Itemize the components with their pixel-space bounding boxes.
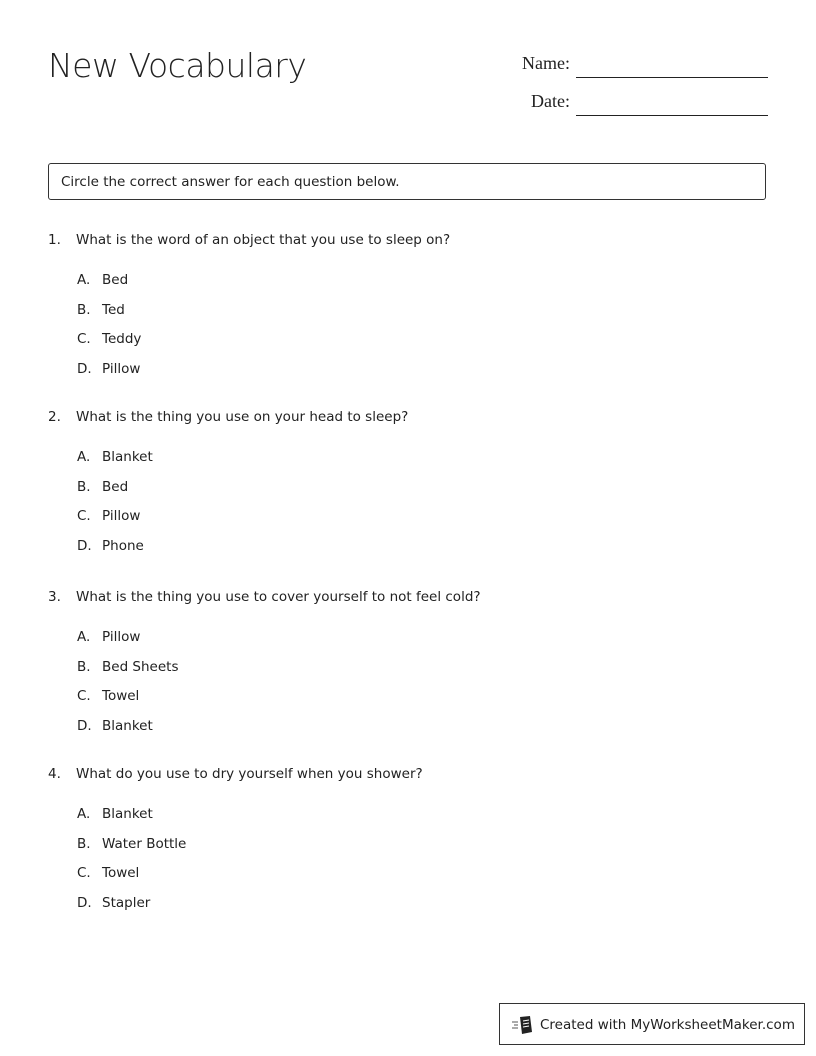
date-field[interactable] xyxy=(470,86,768,116)
option-text: Blanket xyxy=(102,717,153,734)
option-letter: C. xyxy=(77,865,91,881)
option-text: Pillow xyxy=(102,508,141,524)
option-letter: B. xyxy=(77,301,91,318)
page-title: New Vocabulary xyxy=(48,46,307,85)
option-text: Towel xyxy=(102,865,140,881)
question-number: 2. xyxy=(48,409,61,425)
option-letter: D. xyxy=(77,537,92,554)
option-text: Ted xyxy=(102,301,125,318)
option-letter: A. xyxy=(77,629,91,645)
option-text: Blanket xyxy=(102,806,153,822)
question-number: 1. xyxy=(48,232,61,248)
question-text: What do you use to dry yourself when you shower? xyxy=(76,766,423,782)
option-text: Bed xyxy=(102,478,129,495)
option-letter: B. xyxy=(77,835,91,852)
option-text: Phone xyxy=(102,537,144,554)
question-text: What is the thing you use on your head to sleep? xyxy=(76,409,409,425)
option-text: Bed xyxy=(102,272,129,288)
footer-badge[interactable] xyxy=(499,1003,805,1045)
name-line[interactable] xyxy=(576,77,768,78)
option-letter: D. xyxy=(77,894,92,911)
option-letter: C. xyxy=(77,688,91,704)
question-number: 4. xyxy=(48,766,61,782)
question-text: What is the thing you use to cover yourself to not feel cold? xyxy=(76,589,481,605)
option-letter: C. xyxy=(77,508,91,524)
option-text: Towel xyxy=(102,688,140,704)
instructions-box xyxy=(48,163,766,200)
option-letter: A. xyxy=(77,806,91,822)
date-label: Date: xyxy=(531,91,570,111)
option-letter: B. xyxy=(77,658,91,675)
option-letter: A. xyxy=(77,449,91,465)
question-number: 3. xyxy=(48,589,61,605)
worksheet-logo-icon xyxy=(512,1015,534,1035)
option-letter: B. xyxy=(77,478,91,495)
option-letter: D. xyxy=(77,717,92,734)
question-text: What is the word of an object that you use to sleep on? xyxy=(76,232,451,248)
option-text: Blanket xyxy=(102,449,153,465)
option-text: Stapler xyxy=(102,894,151,911)
option-text: Pillow xyxy=(102,629,141,645)
date-line[interactable] xyxy=(576,115,768,116)
instructions-text: Circle the correct answer for each question below. xyxy=(61,174,400,190)
option-text: Bed Sheets xyxy=(102,658,179,675)
name-field[interactable] xyxy=(470,48,768,78)
option-letter: A. xyxy=(77,272,91,288)
name-label: Name: xyxy=(522,53,570,73)
option-letter: D. xyxy=(77,360,92,377)
option-text: Teddy xyxy=(102,331,142,347)
option-letter: C. xyxy=(77,331,91,347)
option-text: Water Bottle xyxy=(102,835,187,852)
option-text: Pillow xyxy=(102,360,141,377)
footer-text: Created with MyWorksheetMaker.com xyxy=(540,1017,795,1033)
